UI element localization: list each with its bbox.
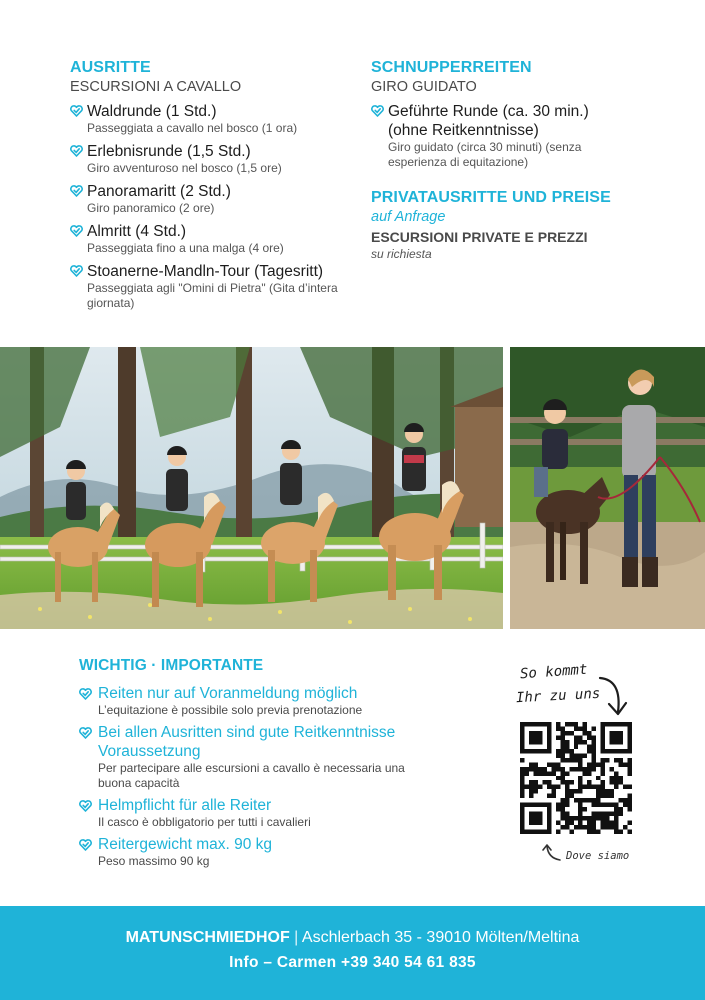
item-subtitle: Giro panoramico (2 ore) bbox=[87, 201, 215, 215]
farm-name: MATUNSCHMIEDHOF bbox=[125, 929, 290, 946]
heart-check-icon bbox=[79, 839, 92, 851]
footer-address-line bbox=[0, 928, 705, 948]
footer-contact: Info – Carmen +39 340 54 61 835 bbox=[229, 954, 476, 971]
list-item bbox=[79, 835, 439, 869]
ausritte-title: AUSRITTE bbox=[70, 59, 151, 76]
item-title: Waldrunde (1 Std.) bbox=[87, 103, 217, 120]
important-title: WICHTIG · IMPORTANTE bbox=[79, 657, 264, 674]
heart-check-icon bbox=[70, 145, 83, 157]
item-subtitle: Passeggiata agli "Omini di Pietra" (Gita d’intera giornata) bbox=[87, 281, 338, 310]
arrow-up-icon bbox=[542, 842, 564, 862]
list-item bbox=[70, 182, 360, 216]
list-item bbox=[371, 102, 611, 170]
list-item bbox=[79, 723, 409, 791]
heart-check-icon bbox=[70, 265, 83, 277]
item-title: Erlebnisrunde (1,5 Std.) bbox=[87, 143, 251, 160]
private-title: PRIVATAUSRITTE UND PREISE bbox=[371, 189, 611, 206]
list-item bbox=[70, 222, 360, 256]
item-subtitle: Passeggiata a cavallo nel bosco (1 ora) bbox=[87, 121, 298, 135]
list-item bbox=[70, 142, 360, 176]
schnupper-subtitle: GIRO GUIDATO bbox=[371, 79, 477, 95]
item-title: Almritt (4 Std.) bbox=[87, 223, 187, 240]
item-title: Helmpflicht für alle Reiter bbox=[98, 797, 272, 814]
footer bbox=[0, 906, 705, 1000]
heart-check-icon bbox=[79, 727, 92, 739]
list-item bbox=[70, 262, 360, 311]
item-subtitle: Per partecipare alle escursioni a cavallo è necessaria una buona capacità bbox=[98, 761, 405, 790]
item-subtitle: Giro avventuroso nel bosco (1,5 ore) bbox=[87, 161, 282, 175]
ausritte-section bbox=[70, 58, 360, 317]
private-section bbox=[371, 188, 671, 261]
item-title: Bei allen Ausritten sind gute Reitkenntnisse Voraussetzung bbox=[98, 724, 396, 760]
private-title-it: ESCURSIONI PRIVATE E PREZZI bbox=[371, 229, 588, 245]
private-note-it: su richiesta bbox=[371, 247, 432, 261]
heart-check-icon bbox=[79, 688, 92, 700]
schnupper-list bbox=[371, 102, 671, 170]
item-title: Geführte Runde (ca. 30 min.) (ohne Reitkenntnisse) bbox=[388, 103, 589, 139]
qr-handwritten-line2: Ihr zu uns bbox=[515, 685, 601, 707]
item-subtitle: L’equitazione è possibile solo previa prenotazione bbox=[98, 703, 363, 717]
list-item bbox=[79, 796, 439, 830]
qr-handwritten-line1: So kommt bbox=[519, 661, 588, 683]
list-item bbox=[79, 684, 439, 718]
footer-separator: | bbox=[289, 929, 302, 946]
schnupper-title: SCHNUPPERREITEN bbox=[371, 59, 532, 76]
qr-caption: Dove siamo bbox=[566, 850, 630, 862]
schnupper-section bbox=[371, 58, 671, 261]
riders-photo bbox=[0, 347, 503, 629]
footer-address: Aschlerbach 35 - 39010 Mölten/Meltina bbox=[301, 929, 580, 946]
private-note: auf Anfrage bbox=[371, 209, 446, 225]
heart-check-icon bbox=[70, 225, 83, 237]
qr-code-icon[interactable] bbox=[520, 722, 632, 834]
important-section bbox=[79, 656, 439, 874]
item-title: Stoanerne-Mandln-Tour (Tagesritt) bbox=[87, 263, 324, 280]
list-item bbox=[70, 102, 360, 136]
item-subtitle: Il casco è obbligatorio per tutti i cavalieri bbox=[98, 815, 311, 829]
heart-check-icon bbox=[70, 185, 83, 197]
qr-section bbox=[515, 661, 646, 874]
heart-check-icon bbox=[79, 800, 92, 812]
item-title: Reiten nur auf Voranmeldung möglich bbox=[98, 685, 358, 702]
ausritte-subtitle: ESCURSIONI A CAVALLO bbox=[70, 79, 242, 95]
item-title: Reitergewicht max. 90 kg bbox=[98, 836, 273, 853]
heart-check-icon bbox=[371, 105, 384, 117]
item-subtitle: Peso massimo 90 kg bbox=[98, 854, 210, 868]
arrow-down-icon bbox=[596, 674, 632, 718]
item-subtitle: Giro guidato (circa 30 minuti) (senza esperienza di equitazione) bbox=[388, 140, 582, 169]
ausritte-list bbox=[70, 102, 360, 311]
child-pony-photo bbox=[510, 347, 705, 629]
heart-check-icon bbox=[70, 105, 83, 117]
item-title: Panoramaritt (2 Std.) bbox=[87, 183, 231, 200]
item-subtitle: Passeggiata fino a una malga (4 ore) bbox=[87, 241, 284, 255]
